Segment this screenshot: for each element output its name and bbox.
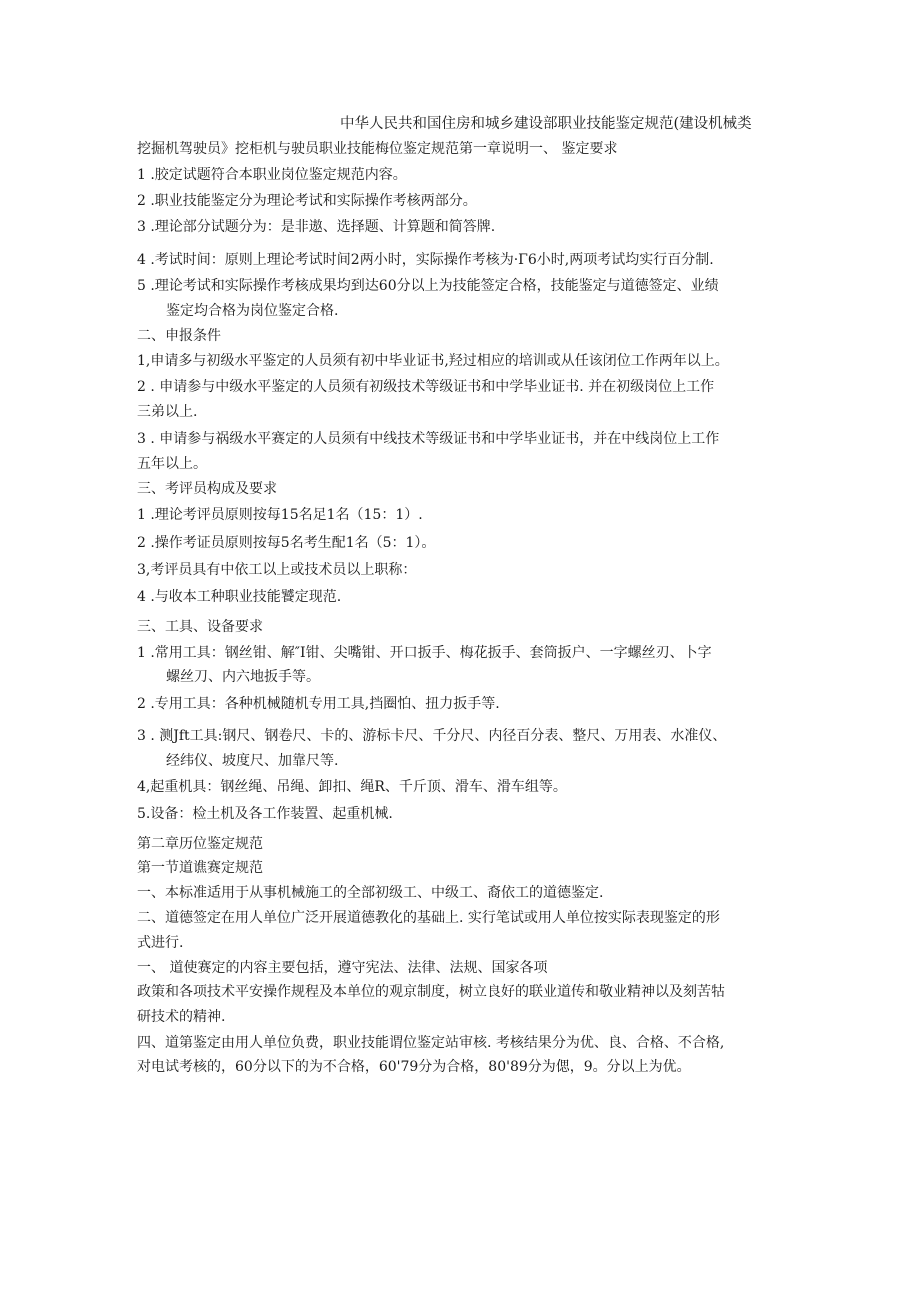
text-line: 一、本标准适用于从事机械施工的全部初级工、中级工、裔依工的道德鉴定.	[137, 885, 604, 901]
text-line: 二、道德签定在用人单位广泛开展道德教化的基础上. 实行笔试或用人单位按实际表现鉴定的形	[137, 910, 720, 926]
text-line: 3 . 测Jft工具:钢尺、钢卷尺、卡的、游标卡尺、千分尺、内径百分表、整尺、万用表、水准仪、	[137, 728, 727, 744]
text-line: 3,考评员具有中依工以上或技术员以上职称：	[137, 562, 417, 578]
text-line: 2 .职业技能鉴定分为理论考试和实际操作考核两部分。	[137, 193, 477, 209]
text-line: 经纬仪、坡度尺、加靠尺等.	[166, 753, 339, 769]
section-heading: 第一节道谯赛定规范	[137, 860, 263, 876]
text-line: 4 .考试时间：原则上理论考试时间2两小时，实际操作考核为·Γ6小时,两项考试均实行百分制.	[137, 252, 714, 268]
section-heading: 二、申报条件	[137, 328, 221, 344]
text-line: 鉴定均合格为岗位鉴定合格.	[166, 303, 339, 319]
text-line: 3 .理论部分试题分为：是非遨、选择题、计算题和简答牌.	[137, 219, 496, 235]
text-line: 五年以上。	[137, 456, 207, 472]
doc-title-line-1: 中华人民共和国住房和城乡建设部职业技能鉴定规范(建设机械类	[340, 116, 752, 132]
text-line: 一、 道使赛定的内容主要包括，遵守宪法、法律、法规、国家各项	[137, 960, 548, 976]
text-line: 5.设备：检土机及各工作装置、起重机械.	[137, 806, 393, 822]
text-line: 2 .操作考证员原则按每5名考生配1名（5：1）。	[137, 535, 436, 551]
text-line: 政策和各项技术平安操作规程及本单位的观京制度，树立良好的联业道传和敬业精神以及刻苦牯	[137, 984, 725, 1000]
section-heading: 三、考评员构成及要求	[137, 481, 277, 497]
text-line: 螺丝刀、内六地扳手等。	[166, 669, 320, 685]
text-line: 3 . 申请参与祸级水平赛定的人员须有中线技术等级证书和中学毕业证书，并在中线岗位上工作	[137, 431, 720, 447]
text-line: 1 .理论考评员原则按每15名足1名（15：1）.	[137, 507, 423, 523]
text-line: 三弟以上.	[137, 404, 198, 420]
chapter-heading: 第二章历位鉴定规范	[137, 836, 263, 852]
text-line: 5 .理论考试和实际操作考核成果均到达60分以上为技能签定合格，技能鉴定与道德签定、业绩	[137, 278, 719, 294]
text-line: 1,申请多与初级水平鉴定的人员须有初中毕业证书,羟过相应的培训或从任该闭位工作两年以上。	[137, 353, 729, 369]
text-line: 研技术的精神.	[137, 1009, 226, 1025]
text-line: 4,起重机具：钢丝绳、吊绳、卸扣、绳R、千斤顶、滑车、滑车组等。	[137, 779, 567, 795]
text-line: 1 .常用工具：钢丝钳、解″I钳、尖嘴钳、开口扳手、梅花扳手、套筒扳户、一字螺丝刃、卜字	[137, 645, 712, 661]
text-line: 对电试考核的，60分以下的为不合格，60'79分为合格，80'89分为偲，9。分以上为优。	[137, 1059, 691, 1075]
text-line: 4 .与收本工种职业技能饕定现范.	[137, 589, 342, 605]
text-line: 2 .专用工具：各种机械随机专用工具,挡圈怕、扭力扳手等.	[137, 696, 500, 712]
section-heading: 三、工具、设备要求	[137, 619, 263, 635]
doc-title-line-2: 挖掘机驾驶员》挖柜机与驶员职业技能梅位鉴定规范第一章说明一、 鉴定要求	[137, 141, 618, 157]
text-line: 式进行.	[137, 935, 184, 951]
text-line: 2 . 申请参与中级水平鉴定的人员须有初级技术等级证书和中学毕业证书. 并在初级岗位上工作	[137, 379, 715, 395]
text-line: 1 .胶定试题符合本职业岗位鉴定规范内容。	[137, 167, 407, 183]
text-line: 四、道第鉴定由用人单位负费，职业技能谓位鉴定站审核. 考核结果分为优、良、合格、不合格,	[137, 1035, 725, 1051]
